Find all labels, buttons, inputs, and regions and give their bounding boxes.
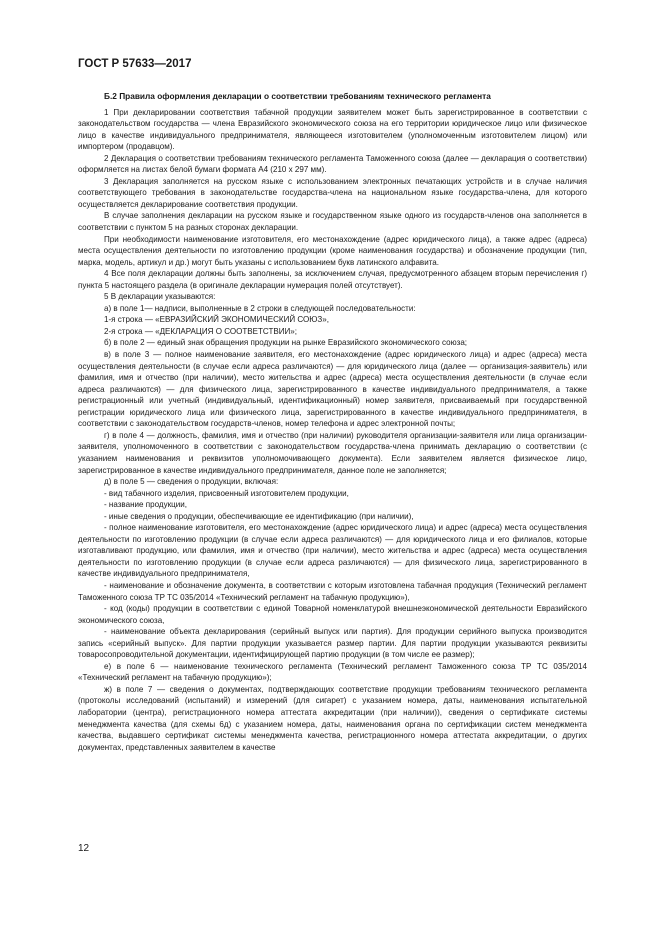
paragraph: - код (коды) продукции в соответствии с единой Товарной номенклатурой внешнеэкономической деятельности Евразийского экономического союза, bbox=[78, 604, 587, 625]
document-body bbox=[78, 91, 587, 753]
paragraph: - полное наименование изготовителя, его местонахождение (адрес юридического лица) и адрес (адреса) места осуществления деятельности по изготовлению продукции (в случае если адреса различаются) — для юридического лица и его филиалов, которые изготавливают продукцию, или фамилия, имя и отчество (при наличии), место жительства и адрес (адреса) места осуществления деятельности по изготовлению продукции (в случае если адреса различаются) — для физического лица, зарегистрированного в качестве индивидуального предпринимателя, bbox=[78, 523, 587, 579]
paragraph: г) в поле 4 — должность, фамилия, имя и отчество (при наличии) руководителя организации-заявителя или лица организации-заявителя, уполномоченного в соответствии с законодательством государства-члена принимать декларацию о соответствии (с указанием наименования и реквизитов уполномочивающего документа). Если заявителем является физическое лицо, зарегистрированное в качестве индивидуального предпринимателя, данное поле не заполняется; bbox=[78, 430, 587, 475]
page-header: ГОСТ Р 57633—2017 bbox=[78, 58, 192, 70]
paragraph: 1 При декларировании соответствия табачной продукции заявителем может быть зарегистрированное в соответствии с законодательством государства — члена Евразийского экономического союза на его территории юридическое лицо или физическое лицо в качестве индивидуального предпринимателя, являющееся изготовителем (уполномоченным изготовителем лицом) или импортером (продавцом). bbox=[78, 107, 587, 152]
section-title: Б.2 Правила оформления декларации о соответствии требованиям технического регламента bbox=[104, 91, 491, 101]
paragraph: - иные сведения о продукции, обеспечивающие ее идентификацию (при наличии), bbox=[104, 511, 414, 521]
paragraph: а) в поле 1— надписи, выполненные в 2 строки в следующей последовательности: bbox=[104, 303, 416, 313]
paragraph: - наименование и обозначение документа, в соответствии с которым изготовлена табачная продукция (Технический регламент Таможенного союза ТР ТС 035/2014 «Технический регламент на табачную продукцию»), bbox=[78, 580, 587, 602]
paragraph: - вид табачного изделия, присвоенный изготовителем продукции, bbox=[104, 488, 349, 498]
paragraph: В случае заполнения декларации на русском языке и государственном языке одного из государств-членов она заполняется в соответствии с пунктом 5 на разных сторонах декларации. bbox=[78, 211, 587, 233]
paragraph: 2 Декларация о соответствии требованиям технического регламента Таможенного союза (далее — декларация о соответствии) оформляется на листах белой бумаги формата А4 (210 х 297 мм). bbox=[78, 153, 587, 175]
page-number: 12 bbox=[78, 843, 90, 854]
paragraph: б) в поле 2 — единый знак обращения продукции на рынке Евразийского экономического союза; bbox=[104, 338, 468, 348]
paragraph: При необходимости наименование изготовителя, его местонахождение (адрес юридического лица), а также адрес (адреса) места осуществления деятельности по изготовлению продукции (кроме наименования государства) и обозначение продукции (тип, марка, модель, артикул и др.) могут быть указаны с использованием букв латинского алфавита. bbox=[78, 234, 587, 267]
paragraph: - наименование объекта декларирования (серийный выпуск или партия). Для продукции серийного выпуска производится запись «серийный выпуск». Для партии продукции указывается размер партии. Для партии продукции указываются реквизиты товаросопроводительной документации, идентифицирующей партию продукции (в том числе ее размер); bbox=[78, 627, 587, 660]
paragraph: 3 Декларация заполняется на русском языке с использованием электронных печатающих устройств и в случае наличия соответствующего требования в законодательстве государства-члена на национальном языке государства-члена, для которого осуществляется декларирование соответствия продукции. bbox=[78, 176, 587, 209]
paragraph: 2-я строка — «ДЕКЛАРАЦИЯ О СООТВЕТСТВИИ»; bbox=[104, 326, 298, 336]
paragraph: в) в поле 3 — полное наименование заявителя, его местонахождение (адрес юридического лица) и адрес (адреса) места осуществления деятельности (в случае если адреса различаются) — для юридического лица (далее — организация-заявитель) или фамилия, имя и отчество (при наличии), место жительства и адрес (адреса) места осуществления деятельности (в случае если адреса различаются) — для физического лица, зарегистрированного в качестве индивидуального предпринимателя, а также регистрационный или учетный (индивидуальный, идентификационный) номер заявителя, присваиваемый при государственной регистрации юридического лица или физического лица, зарегистрированного в качестве индивидуального предпринимателя, в соответствии с законодательством государств-членов, номер телефона и адрес электронной почты; bbox=[78, 350, 587, 429]
paragraph: - название продукции, bbox=[104, 500, 187, 510]
paragraph: е) в поле 6 — наименование технического регламента (Технический регламент Таможенного союза ТР ТС 035/2014 «Технический регламент на табачную продукцию»); bbox=[78, 661, 587, 683]
paragraph: ж) в поле 7 — сведения о документах, подтверждающих соответствие продукции требованиям технического регламента (протоколы исследований (испытаний) и измерений (для сигарет) с указанием номера, даты, наименования испытательной лаборатории (центра), регистрационного номера аттестата аккредитации (при наличии)), сведения о сертификате системы менеджмента качества (для схемы 6д) с указанием номера, даты, наименования органа по сертификации систем менеджмента качества, выдавшего сертификат системы менеджмента качества, регистрационного номера аттестата аккредитации, о других документах, представленных заявителем в качестве bbox=[78, 684, 587, 752]
paragraph: 5 В декларации указываются: bbox=[104, 292, 216, 302]
paragraph: 4 Все поля декларации должны быть заполнены, за исключением случая, предусмотренного абзацем вторым перечисления г) пункта 5 настоящего раздела (в оригинале декларации нумерация полей отсутствует). bbox=[78, 269, 587, 290]
paragraph: 1-я строка — «ЕВРАЗИЙСКИЙ ЭКОНОМИЧЕСКИЙ СОЮЗ», bbox=[104, 315, 329, 325]
paragraph: д) в поле 5 — сведения о продукции, включая: bbox=[104, 477, 279, 487]
